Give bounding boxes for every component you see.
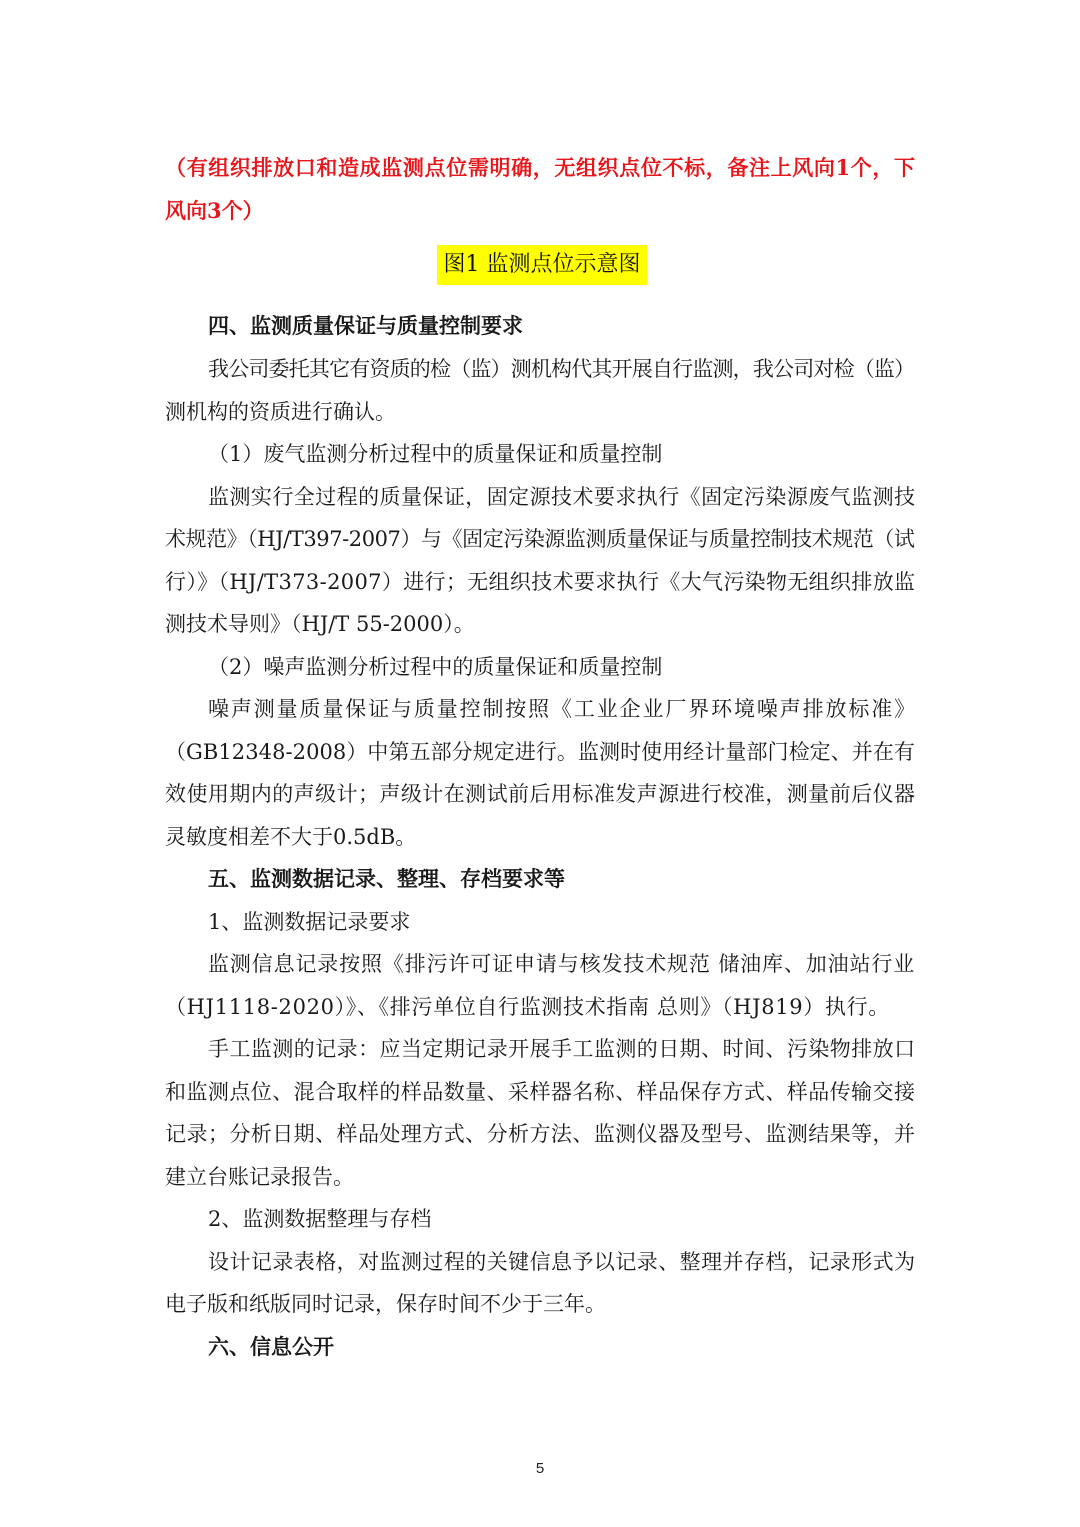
section-6-heading: 六、信息公开 [208, 1334, 334, 1359]
section-5-manual-line-1: 手工监测的记录：应当定期记录开展手工监测的日期、时间、污染物排放口 [208, 1037, 916, 1061]
section-4-sub-2-line-2: （GB12348-2008）中第五部分规定进行。监测时使用经计量部门检定、并在有 [165, 740, 915, 764]
section-4-sub-2-line-1: 噪声测量质量保证与质量控制按照《工业企业厂界环境噪声排放标准》 [208, 697, 917, 721]
section-4-heading: 四、监测质量保证与质量控制要求 [208, 313, 523, 338]
section-4-sub-1-heading: （1）废气监测分析过程中的质量保证和质量控制 [208, 442, 663, 466]
figure-caption: 图1 监测点位示意图 [437, 245, 647, 285]
section-4-sub-2-line-4: 灵敏度相差不大于0.5dB。 [165, 825, 417, 849]
page-number: 5 [535, 1460, 545, 1477]
section-5-manual-line-2: 和监测点位、混合取样的样品数量、采样器名称、样品保存方式、样品传输交接 [165, 1080, 916, 1104]
section-4-sub-1-line-4: 测技术导则》（HJ/T 55-2000）。 [165, 612, 475, 636]
section-5-manual-line-3: 记录；分析日期、样品处理方式、分析方法、监测仪器及型号、监测结果等，并 [165, 1122, 916, 1146]
section-5-manual-line-4: 建立台账记录报告。 [165, 1165, 354, 1189]
section-4-intro-line-2: 测机构的资质进行确认。 [165, 400, 396, 424]
section-4-sub-1-line-2: 术规范》（HJ/T397-2007）与《固定污染源监测质量保证与质量控制技术规范（试 [165, 527, 915, 551]
section-4-intro-line-1: 我公司委托其它有资质的检（监）测机构代其开展自行监测，我公司对检（监） [208, 357, 915, 381]
section-5-sub-2-line-1: 设计记录表格，对监测过程的关键信息予以记录、整理并存档，记录形式为 [208, 1250, 916, 1274]
section-5-sub-1-line-2: （HJ1118-2020）》、《排污单位自行监测技术指南 总则》（HJ819）执行。 [165, 995, 890, 1019]
section-4-sub-1-line-1: 监测实行全过程的质量保证，固定源技术要求执行《固定污染源废气监测技 [208, 485, 916, 509]
section-5-sub-1-line-1: 监测信息记录按照《排污许可证申请与核发技术规范 储油库、加油站行业 [208, 952, 916, 976]
section-4-sub-2-heading: （2）噪声监测分析过程中的质量保证和质量控制 [208, 655, 663, 679]
section-4-sub-1-line-3: 行）》（HJ/T373-2007）进行；无组织技术要求执行《大气污染物无组织排放监 [165, 570, 916, 594]
section-5-sub-2-heading: 2、监测数据整理与存档 [208, 1207, 432, 1231]
red-note-line-1: （有组织排放口和造成监测点位需明确，无组织点位不标，备注上风向1个，下 [165, 155, 916, 180]
section-5-heading: 五、监测数据记录、整理、存档要求等 [208, 866, 565, 891]
red-note-line-2: 风向3个） [165, 198, 264, 223]
section-5-sub-1-heading: 1、监测数据记录要求 [208, 910, 411, 934]
section-4-sub-2-line-3: 效使用期内的声级计；声级计在测试前后用标准发声源进行校准，测量前后仪器 [165, 782, 916, 806]
section-5-sub-2-line-2: 电子版和纸版同时记录，保存时间不少于三年。 [165, 1292, 606, 1316]
